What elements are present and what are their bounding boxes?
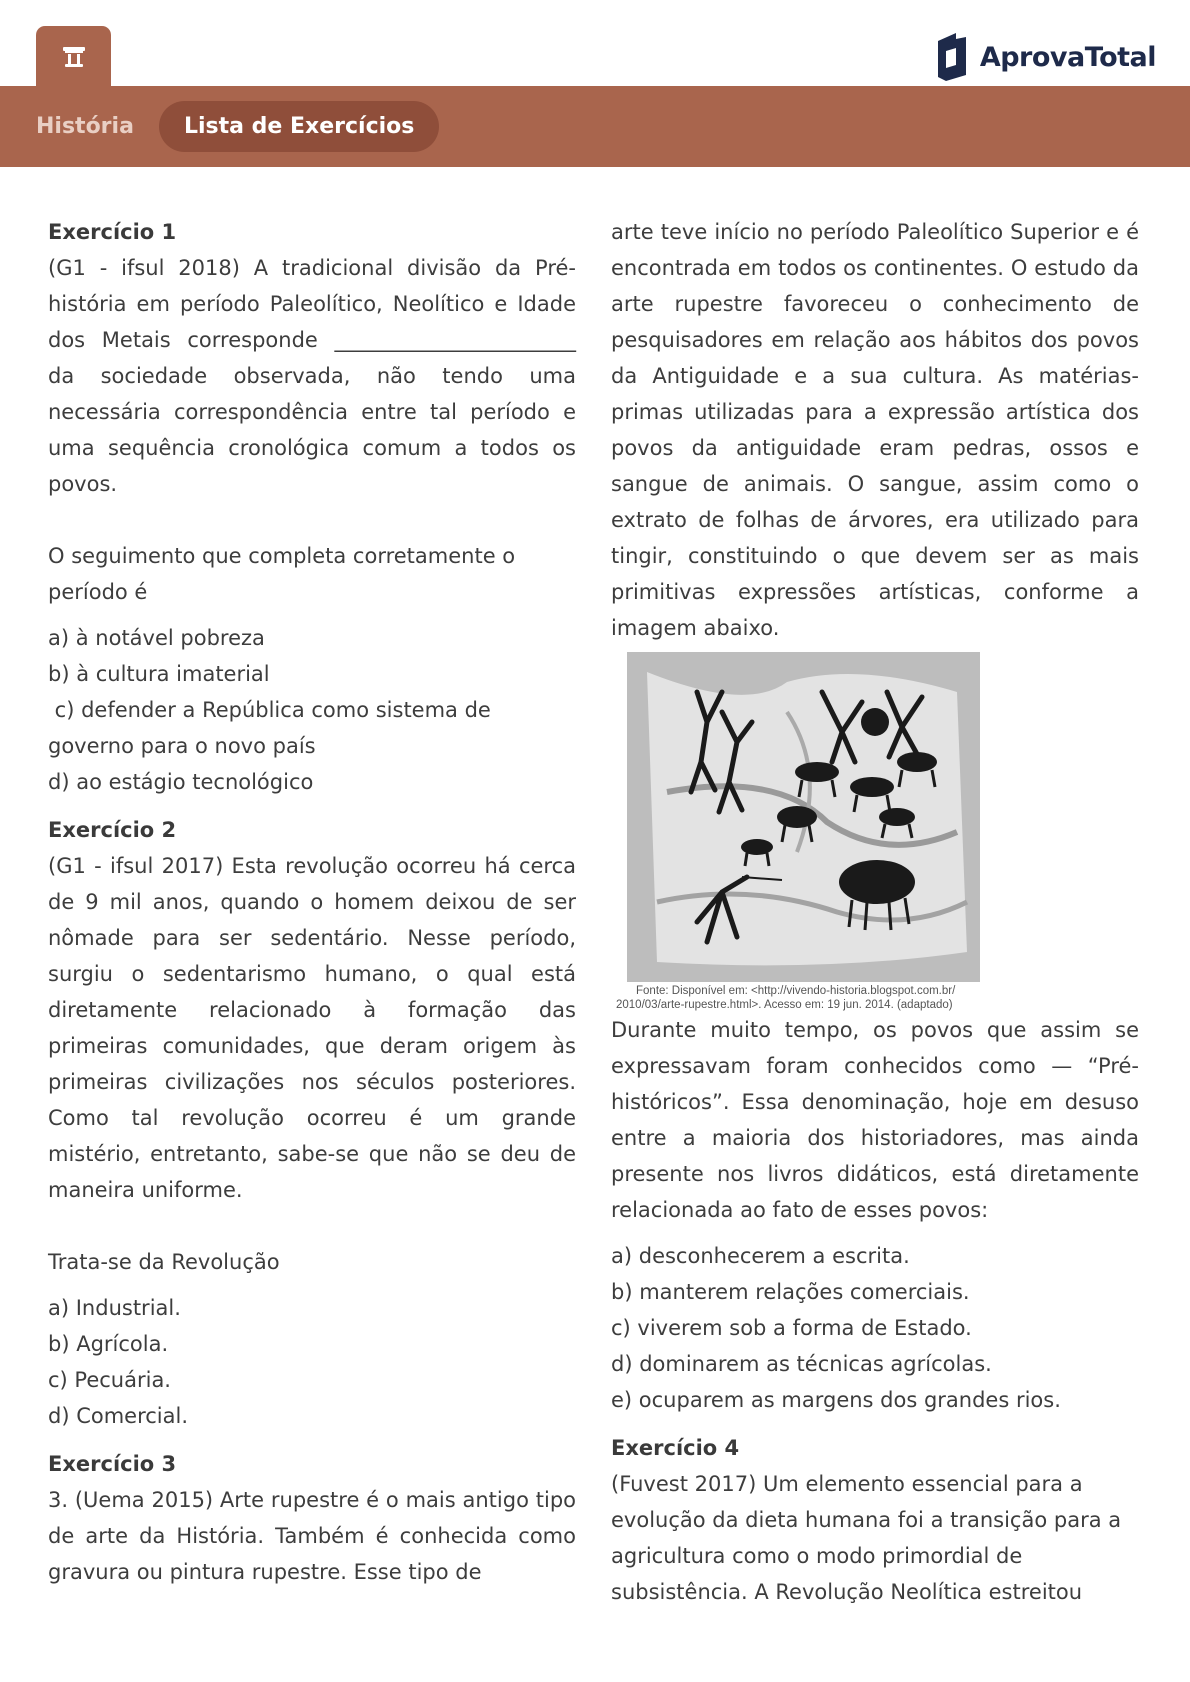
option-b[interactable]: b) à cultura imaterial [48,662,270,686]
list-title-pill[interactable]: Lista de Exercícios [159,101,439,152]
option-d[interactable]: d) dominarem as técnicas agrícolas. [611,1352,992,1376]
exercise-1-title: Exercício 1 [48,220,177,244]
book-logo-icon [934,31,970,83]
exercise-2-title: Exercício 2 [48,818,177,842]
exercise-2-text: (G1 - ifsul 2017) Esta revolução ocorreu há cerca de 9 mil anos, quando o homem deixou de ser nômade para ser sedentário. Nesse período, surgiu o sedentarismo humano, o qual está diretamente relacionado à formação das primeiras comunidades, que deram origem às primeiras civilizações nos séculos posteriores. Como tal revolução ocorreu é um grande mistério, entretanto, sabe-se que não se deu de maneira uniforme. [48,854,576,1202]
left-column [48,214,576,1590]
caption-line-2: 2010/03/arte-rupestre.html>. Acesso em: 19 jun. 2014. (adaptado) [616,999,953,1011]
caption-line-1: Fonte: Disponível em: <http://vivendo-historia.blogspot.com.br/ [636,985,956,997]
option-c-continued[interactable]: governo para o novo país [48,734,316,758]
exercise-1-question: O seguimento que completa corretamente o período é [48,544,516,604]
cave-painting-image [627,652,980,982]
option-e[interactable]: e) ocuparem as margens dos grandes rios. [611,1388,1061,1412]
exercise-4-text: (Fuvest 2017) Um elemento essencial para a evolução da dieta humana foi a transição para a agricultura como o modo primordial de subsistência. A Revolução Neolítica estreitou [611,1472,1122,1604]
option-b[interactable]: b) manterem relações comerciais. [611,1280,970,1304]
option-a[interactable]: a) desconhecerem a escrita. [611,1244,910,1268]
exercise-2-question: Trata-se da Revolução [48,1250,280,1274]
exercise-3-text-after: Durante muito tempo, os povos que assim se expressavam foram conhecidos como — “Pré-históricos”. Essa denominação, hoje em desuso entre a maioria dos historiadores, mas ainda presente nos livros didáticos, está diretamente relacionada ao fato de esses povos: [611,1018,1139,1222]
exercise-4-title: Exercício 4 [611,1436,740,1460]
brand-logo [934,30,1156,84]
exercise-3-text-start: 3. (Uema 2015) Arte rupestre é o mais antigo tipo de arte da História. Também é conhecida como gravura ou pintura rupestre. Esse tipo de [48,1488,576,1584]
cave-painting-figure [616,652,991,1012]
exercise-2-options [48,1290,576,1434]
option-a[interactable]: a) Industrial. [48,1296,181,1320]
subject-tab[interactable] [36,26,111,88]
option-c[interactable]: c) defender a República como sistema de [48,698,491,722]
subject-bar [0,86,1190,167]
right-column [611,214,1139,1610]
exercise-3-options [611,1238,1139,1418]
exercise-3-text-continued: arte teve início no período Paleolítico Superior e é encontrada em todos os continentes. O estudo da arte rupestre favoreceu o conhecimento de pesquisadores em relação aos hábitos dos povos da Antiguidade e a sua cultura. As matérias-primas utilizadas para a expressão artística dos povos da antiguidade eram pedras, ossos e sangue de animais. O sangue, assim como o extrato de folhas de árvores, era utilizado para tingir, constituindo o que devem ser as mais primitivas expressões artísticas, conforme a imagem abaixo. [611,220,1139,640]
option-d[interactable]: d) Comercial. [48,1404,189,1428]
option-c[interactable]: c) Pecuária. [48,1368,171,1392]
brand-name: AprovaTotal [979,41,1156,73]
option-c[interactable]: c) viverem sob a forma de Estado. [611,1316,972,1340]
exercise-1-options [48,620,576,800]
exercise-3-title: Exercício 3 [48,1452,177,1476]
figure-caption [616,984,991,1012]
option-d[interactable]: d) ao estágio tecnológico [48,770,314,794]
exercise-1-text: (G1 - ifsul 2018) A tradicional divisão da Pré-história em período Paleolítico, Neolítico e Idade dos Metais corresponde _______________________ da sociedade observada, não tendo uma necessária correspondência entre tal período e uma sequência cronológica comum a todos os povos. [48,256,576,496]
option-a[interactable]: a) à notável pobreza [48,626,265,650]
option-b[interactable]: b) Agrícola. [48,1332,169,1356]
subject-label[interactable]: História [36,114,134,139]
column-icon [61,45,87,69]
